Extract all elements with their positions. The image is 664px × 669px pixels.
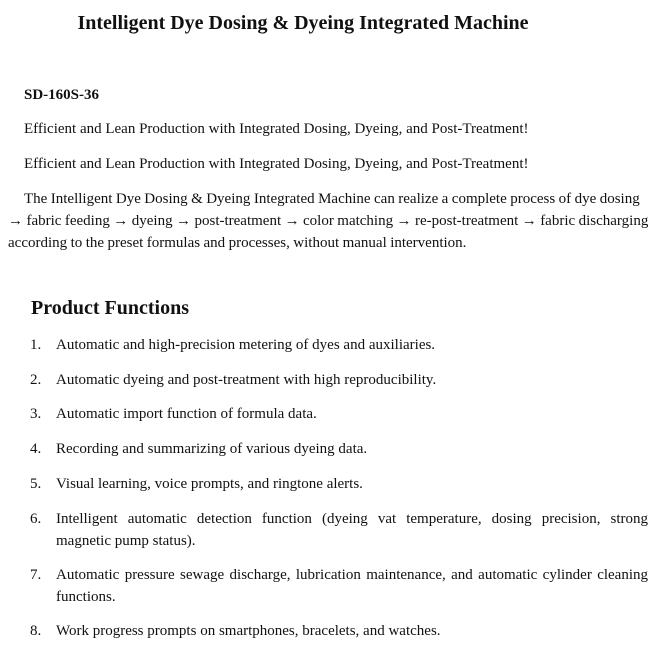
list-item-number: 4. bbox=[30, 441, 42, 457]
list-item-text: Automatic import function of formula data. bbox=[56, 406, 317, 422]
list-item-text: Automatic dyeing and post-treatment with high reproducibility. bbox=[56, 372, 437, 388]
list-item bbox=[30, 620, 648, 642]
list-item-text: Automatic and high-precision metering of dyes and auxiliaries. bbox=[56, 337, 436, 353]
list-item-number: 7. bbox=[30, 567, 42, 583]
list-item-number: 2. bbox=[30, 372, 42, 388]
list-item-number: 1. bbox=[30, 337, 42, 353]
tagline: Efficient and Lean Production with Integrated Dosing, Dyeing, and Post-Treatment! bbox=[24, 121, 529, 137]
list-item-number: 3. bbox=[30, 406, 42, 422]
list-item-number: 5. bbox=[30, 476, 42, 492]
list-item-text: Automatic pressure sewage discharge, lubrication maintenance, and automatic cylinder cleaning functions. bbox=[56, 567, 648, 605]
list-item-text: Work progress prompts on smartphones, bracelets, and watches. bbox=[56, 623, 441, 639]
list-item bbox=[30, 438, 648, 460]
page-title: Intelligent Dye Dosing & Dyeing Integrated Machine bbox=[77, 12, 529, 34]
list-item bbox=[30, 508, 648, 552]
section-heading-product-functions: Product Functions bbox=[31, 297, 189, 319]
list-item bbox=[30, 403, 648, 425]
tagline: Efficient and Lean Production with Integrated Dosing, Dyeing, and Post-Treatment! bbox=[24, 156, 529, 172]
list-item-text: Intelligent automatic detection function (dyeing vat temperature, dosing precision, strong magnetic pump status). bbox=[56, 511, 648, 549]
list-item-text: Visual learning, voice prompts, and ringtone alerts. bbox=[56, 476, 363, 492]
list-item bbox=[30, 334, 648, 356]
intro-paragraph: The Intelligent Dye Dosing & Dyeing Integrated Machine can realize a complete process of dye dosing → fabric feeding → dyeing → post-treatment → color matching → re-post-treatment → fabric discharging according to the preset formulas and processes, without manual intervention. bbox=[8, 191, 649, 251]
list-item bbox=[30, 369, 648, 391]
list-item bbox=[30, 473, 648, 495]
list-item-number: 6. bbox=[30, 511, 42, 527]
model-number: SD-160S-36 bbox=[24, 87, 100, 103]
list-item bbox=[30, 564, 648, 608]
list-item-number: 8. bbox=[30, 623, 42, 639]
list-item-text: Recording and summarizing of various dyeing data. bbox=[56, 441, 368, 457]
